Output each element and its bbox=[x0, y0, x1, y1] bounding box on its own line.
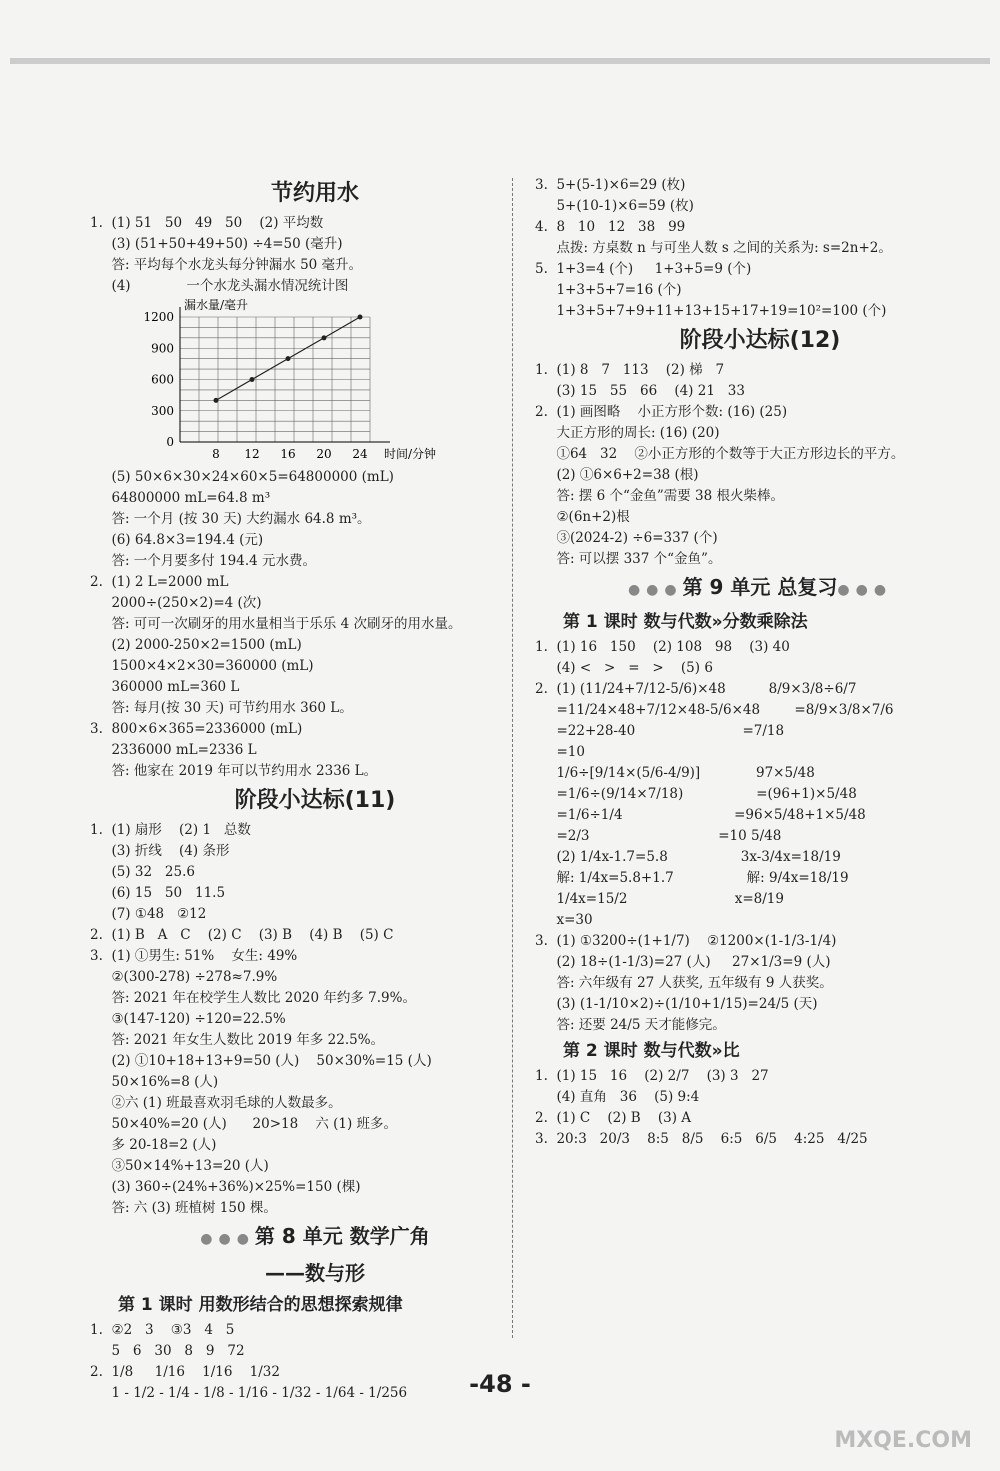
answer-line: (4) < > = > (5) 6 bbox=[535, 660, 713, 676]
answer-line: ②六 (1) 班最喜欢羽毛球的人数最多。 bbox=[90, 1095, 342, 1111]
answer-line: (3) 15 55 66 (4) 21 33 bbox=[535, 383, 745, 399]
top-border bbox=[10, 58, 990, 64]
answer-line: ①64 32 ②小正方形的个数等于大正方形边长的平方。 bbox=[535, 446, 905, 462]
section-title-water: 节约用水 bbox=[270, 181, 359, 206]
answer-line: 5. 1+3=4 (个) 1+3+5=9 (个) bbox=[535, 261, 752, 277]
answer-line: =10 bbox=[535, 744, 585, 760]
answer-line: (2) 2000-250×2=1500 (mL) bbox=[90, 637, 302, 653]
page-number: -48 - bbox=[469, 1370, 531, 1398]
answer-line: 答: 他家在 2019 年可以节约用水 2336 L。 bbox=[90, 763, 378, 779]
answer-line: =1/6÷1/4 =96×5/48+1×5/48 bbox=[535, 807, 866, 823]
unit-9-title: ●●●第 9 单元 总复习●●● bbox=[627, 575, 893, 599]
answer-line: 4. 8 10 12 38 99 bbox=[535, 219, 686, 235]
answer-line: 点拨: 方桌数 n 与可坐人数 s 之间的关系为: s=2n+2。 bbox=[535, 240, 892, 256]
answer-line: (3) 折线 (4) 条形 bbox=[90, 843, 230, 859]
answer-line: 1+3+5+7+9+11+13+15+17+19=10²=100 (个) bbox=[535, 303, 887, 319]
answer-line: 1/6÷[9/14×(5/6-4/9)] 97×5/48 bbox=[535, 765, 815, 781]
answer-line: 1500×4×2×30=360000 (mL) bbox=[90, 658, 314, 674]
answer-line: =22+28-40 =7/18 bbox=[535, 723, 785, 739]
x-tick-label: 16 bbox=[280, 447, 296, 461]
answer-line: =1/6÷(9/14×7/18) =(96+1)×5/48 bbox=[535, 786, 857, 802]
answer-line: 答: 一个月 (按 30 天) 大约漏水 64.8 m³。 bbox=[90, 511, 371, 527]
answers-block-r-d bbox=[535, 1066, 985, 1150]
unit-8-title: ●●●第 8 单元 数学广角 bbox=[200, 1224, 430, 1248]
answer-line: 1. ②2 3 ③3 4 5 bbox=[90, 1322, 235, 1338]
unit-8-subtitle: ——数与形 bbox=[265, 1261, 365, 1285]
answers-block-a bbox=[90, 213, 540, 297]
lesson-9-1-title: 第 1 课时 数与代数»分数乘除法 bbox=[563, 612, 808, 632]
answer-line: (7) ①48 ②12 bbox=[90, 906, 207, 922]
unit-9-label: 第 9 单元 总复习 bbox=[682, 575, 838, 599]
answer-line: 2. (1) C (2) B (3) A bbox=[535, 1110, 692, 1126]
answer-line: 答: 可可一次刷牙的用水量相当于乐乐 4 次刷牙的用水量。 bbox=[90, 616, 462, 632]
lesson-8-1-title: 第 1 课时 用数形结合的思想探索规律 bbox=[118, 1295, 403, 1315]
answer-line: (3) 360÷(24%+36%)×25%=150 (棵) bbox=[90, 1179, 361, 1195]
answer-line: (4) 直角 36 (5) 9:4 bbox=[535, 1089, 700, 1105]
answer-line: 2. (1) (11/24+7/12-5/6)×48 8/9×3/8÷6/7 bbox=[535, 681, 857, 697]
answer-line: 答: 摆 6 个“金鱼”需要 38 根火柴棒。 bbox=[535, 488, 785, 504]
answer-line: 多 20-18=2 (人) bbox=[90, 1137, 217, 1153]
answer-line: 3. 5+(5-1)×6=29 (枚) bbox=[535, 177, 686, 193]
section-title-stage12: 阶段小达标(12) bbox=[679, 328, 841, 353]
data-point bbox=[358, 315, 363, 320]
answer-line: (5) 32 25.6 bbox=[90, 864, 195, 880]
section-title-stage11: 阶段小达标(11) bbox=[234, 788, 396, 813]
answer-line: ②(300-278) ÷278≈7.9% bbox=[90, 969, 278, 985]
answer-line: 3. 20:3 20/3 8:5 8/5 6:5 6/5 4:25 4/25 bbox=[535, 1131, 868, 1147]
answer-line: ③50×14%+13=20 (人) bbox=[90, 1158, 269, 1174]
answer-line: ②(6n+2)根 bbox=[535, 509, 630, 525]
answer-line: 1. (1) 16 150 (2) 108 98 (3) 40 bbox=[535, 639, 790, 655]
answer-line: 答: 平均每个水龙头每分钟漏水 50 毫升。 bbox=[90, 257, 363, 273]
answer-line: 答: 可以摆 337 个“金鱼”。 bbox=[535, 551, 722, 567]
x-tick-label: 20 bbox=[316, 447, 332, 461]
answer-line: =11/24×48+7/12×48-5/6×48 =8/9×3/8×7/6 bbox=[535, 702, 894, 718]
answer-line: 5+(10-1)×6=59 (枚) bbox=[535, 198, 694, 214]
answer-line: 1. (1) 扇形 (2) 1 总数 bbox=[90, 822, 251, 838]
answer-line: 答: 2021 年女生人数比 2019 年多 22.5%。 bbox=[90, 1032, 385, 1048]
answer-line: (2) 18÷(1-1/3)=27 (人) 27×1/3=9 (人) bbox=[535, 954, 831, 970]
y-axis-label: 漏水量/毫升 bbox=[184, 298, 249, 312]
answer-line: 答: 还要 24/5 天才能修完。 bbox=[535, 1017, 726, 1033]
answers-block-r-a bbox=[535, 175, 985, 322]
answer-line: 大正方形的周长: (16) (20) bbox=[535, 425, 720, 441]
x-tick-label: 12 bbox=[244, 447, 260, 461]
answer-line: (3) (51+50+49+50) ÷4=50 (毫升) bbox=[90, 236, 343, 252]
watermark: MXQE.COM bbox=[834, 1428, 972, 1453]
x-axis-label: 时间/分钟 bbox=[384, 447, 437, 461]
answer-line: 答: 每月(按 30 天) 可节约用水 360 L。 bbox=[90, 700, 353, 716]
answer-line: 5 6 30 8 9 72 bbox=[90, 1343, 245, 1359]
data-point bbox=[214, 398, 219, 403]
answer-line: 1. (1) 15 16 (2) 2/7 (3) 3 27 bbox=[535, 1068, 769, 1084]
x-tick-label: 8 bbox=[212, 447, 220, 461]
answer-line: 2336000 mL=2336 L bbox=[90, 742, 257, 758]
data-point bbox=[250, 377, 255, 382]
answer-line: 3. (1) ①男生: 51% 女生: 49% bbox=[90, 948, 298, 964]
answer-line: 64800000 mL=64.8 m³ bbox=[90, 490, 271, 506]
y-tick-label: 1200 bbox=[143, 310, 174, 324]
data-point bbox=[322, 335, 327, 340]
answer-line: 1/4x=15/2 x=8/19 bbox=[535, 891, 784, 907]
answers-block-b bbox=[90, 467, 540, 782]
answer-line: (6) 64.8×3=194.4 (元) bbox=[90, 532, 264, 548]
answer-line: 3. 800×6×365=2336000 (mL) bbox=[90, 721, 303, 737]
answer-line: (2) 1/4x-1.7=5.8 3x-3/4x=18/19 bbox=[535, 849, 841, 865]
answer-line: 2000÷(250×2)=4 (次) bbox=[90, 595, 262, 611]
answer-line: 2. (1) B A C (2) C (3) B (4) B (5) C bbox=[90, 927, 394, 943]
lesson-9-2-title: 第 2 课时 数与代数»比 bbox=[563, 1041, 740, 1061]
answer-line: 答: 六 (3) 班植树 150 棵。 bbox=[90, 1200, 277, 1216]
chart-svg bbox=[90, 297, 437, 467]
answer-line: 1+3+5+7=16 (个) bbox=[535, 282, 682, 298]
answer-line: ③(2024-2) ÷6=337 (个) bbox=[535, 530, 718, 546]
answer-line: (2) ①6×6+2=38 (根) bbox=[535, 467, 699, 483]
answer-line: 50×16%=8 (人) bbox=[90, 1074, 219, 1090]
y-tick-label: 0 bbox=[166, 435, 174, 449]
answer-line: 答: 2021 年在校学生人数比 2020 年约多 7.9%。 bbox=[90, 990, 416, 1006]
unit-8-label: 第 8 单元 数学广角 bbox=[254, 1224, 430, 1248]
answer-line: 1. (1) 8 7 113 (2) 梯 7 bbox=[535, 362, 725, 378]
answer-line: 360000 mL=360 L bbox=[90, 679, 240, 695]
answer-line: 2. 1/8 1/16 1/16 1/32 bbox=[90, 1364, 280, 1380]
answer-line: =2/3 =10 5/48 bbox=[535, 828, 782, 844]
y-tick-label: 900 bbox=[151, 341, 174, 356]
answer-line: 50×40%=20 (人) 20>18 六 (1) 班多。 bbox=[90, 1116, 398, 1132]
answer-line: 答: 一个月要多付 194.4 元水费。 bbox=[90, 553, 317, 569]
answer-line: 2. (1) 画图略 小正方形个数: (16) (25) bbox=[535, 404, 788, 420]
x-tick-label: 24 bbox=[352, 447, 368, 461]
answer-line: (4) 一个水龙头漏水情况统计图 bbox=[90, 278, 349, 294]
answer-line: 1 - 1/2 - 1/4 - 1/8 - 1/16 - 1/32 - 1/64 - 1/256 bbox=[90, 1385, 408, 1401]
y-tick-label: 600 bbox=[151, 372, 174, 387]
y-tick-label: 300 bbox=[151, 403, 174, 418]
answer-line: (3) (1-1/10×2)÷(1/10+1/15)=24/5 (天) bbox=[535, 996, 818, 1012]
answer-line: 3. (1) ①3200÷(1+1/7) ②1200×(1-1/3-1/4) bbox=[535, 933, 837, 949]
answer-line: 解: 1/4x=5.8+1.7 解: 9/4x=18/19 bbox=[535, 870, 849, 886]
answers-block-r-b bbox=[535, 360, 985, 570]
answer-line: x=30 bbox=[535, 912, 593, 928]
answers-block-r-c bbox=[535, 637, 985, 1036]
answer-line: (6) 15 50 11.5 bbox=[90, 885, 226, 901]
answer-line: 答: 六年级有 27 人获奖, 五年级有 9 人获奖。 bbox=[535, 975, 833, 991]
leak-chart bbox=[90, 297, 540, 467]
data-point bbox=[286, 356, 291, 361]
left-column bbox=[90, 175, 540, 1404]
answer-line: 1. (1) 51 50 49 50 (2) 平均数 bbox=[90, 215, 324, 231]
answer-line: (2) ①10+18+13+9=50 (人) 50×30%=15 (人) bbox=[90, 1053, 432, 1069]
right-column bbox=[535, 175, 985, 1150]
answer-line: ③(147-120) ÷120=22.5% bbox=[90, 1011, 286, 1027]
answers-block-c bbox=[90, 820, 540, 1219]
answer-line: (5) 50×6×30×24×60×5=64800000 (mL) bbox=[90, 469, 394, 485]
answer-line: 2. (1) 2 L=2000 mL bbox=[90, 574, 229, 590]
